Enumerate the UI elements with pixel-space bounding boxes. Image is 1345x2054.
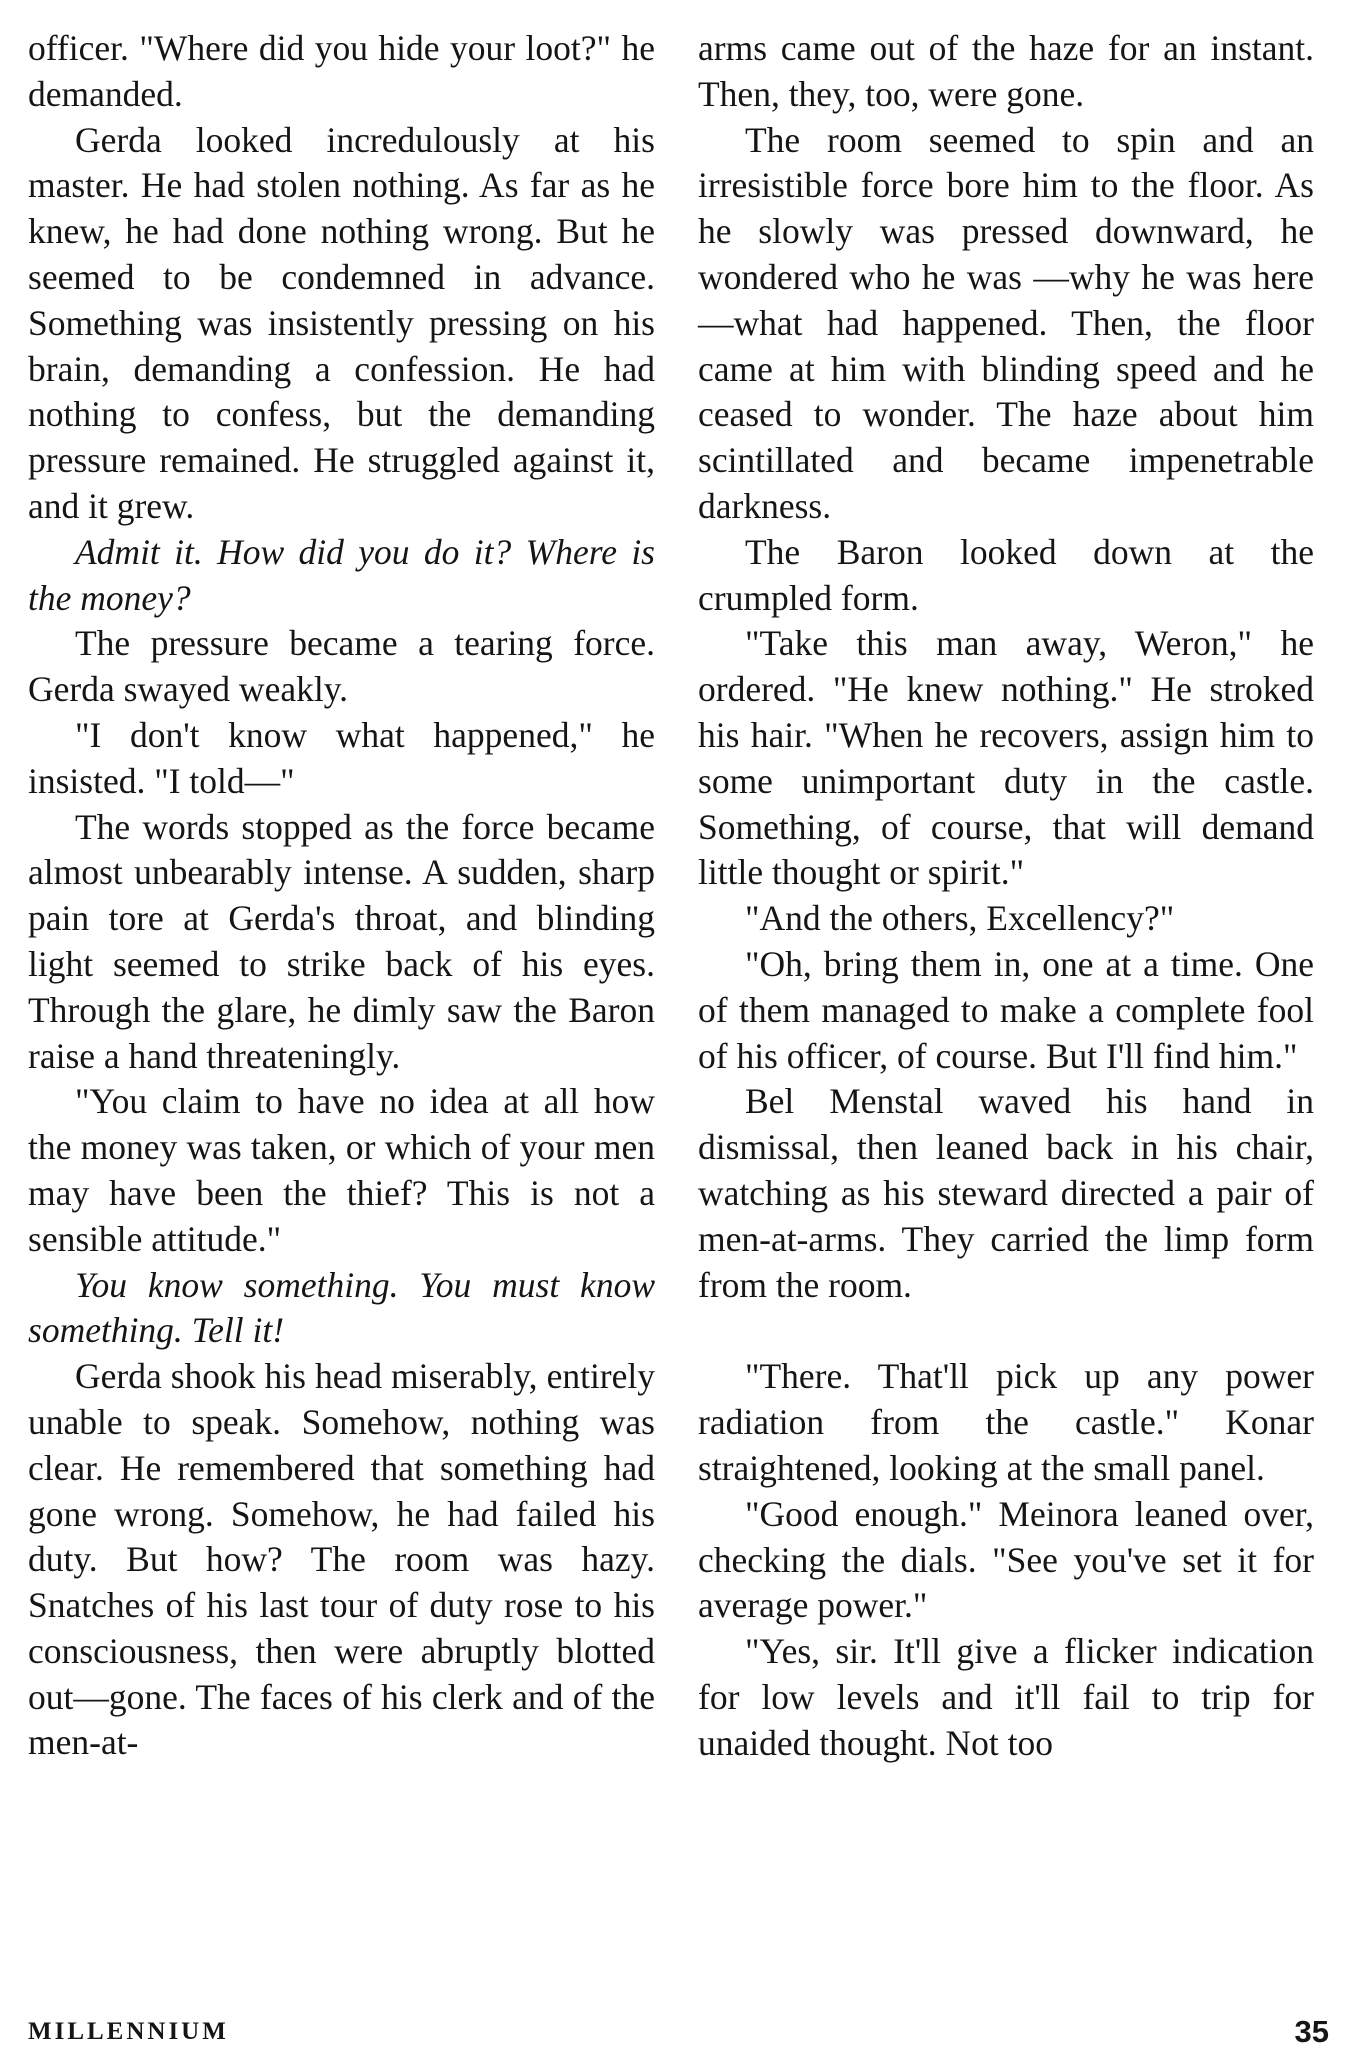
paragraph: The Baron looked down at the crumpled form.: [698, 531, 1314, 618]
page-number: 35: [1294, 2014, 1329, 2049]
paragraph: The pressure became a tearing force. Gerda swayed weakly.: [28, 623, 655, 710]
right-column: [698, 26, 1314, 1766]
left-column: [28, 26, 655, 1766]
italic-thought-paragraph: [28, 530, 655, 622]
paragraph: "And the others, Excellency?": [745, 898, 1175, 939]
paragraph: Gerda shook his head miserably, entirely unable to speak. Somehow, nothing was clear. He remembered that something had gone wrong. Somehow, he had failed his duty. But how? The room was hazy. Snatches of his last tour of duty rose to his consciousness, then were abruptly blotted out—gone. The faces of his clerk and of the men-at-: [28, 1356, 655, 1763]
page-footer: [28, 2014, 1329, 2054]
paragraph: "Yes, sir. It'll give a flicker indication for low levels and it'll fail to trip for unaided thought. Not too: [698, 1631, 1314, 1763]
paragraph: "Oh, bring them in, one at a time. One of them managed to make a complete fool of his officer, of course. But I'll find him.": [698, 943, 1314, 1076]
paragraph: Gerda looked incredulously at his master. He had stolen nothing. As far as he knew, he had done nothing wrong. But he seemed to be condemned in advance. Something was insistently pressing on his brain, demanding a confession. He had nothing to confess, but the demanding pressure remained. He struggled against it, and it grew.: [28, 119, 655, 526]
italic-text: Admit it. How did you do it? Where is the money?: [28, 531, 655, 618]
paragraph: "Take this man away, Weron," he ordered. "He knew nothing." He stroked his hair. "When he recovers, assign him to some unimportant duty in the castle. Something, of course, that will demand little thought or spirit.": [698, 623, 1314, 893]
paragraph: "You claim to have no idea at all how the money was taken, or which of your men may have been the thief? This is not a sensible attitude.": [28, 1081, 655, 1259]
paragraph: "I don't know what happened," he insisted. "I told—": [28, 714, 655, 801]
running-title: MILLENNIUM: [28, 2018, 229, 2045]
italic-thought-paragraph: [28, 1263, 655, 1355]
paragraph: Bel Menstal waved his hand in dismissal, then leaned back in his chair, watching as his steward directed a pair of men-at-arms. They carried the limp form from the room.: [698, 1081, 1314, 1305]
paragraph: The words stopped as the force became almost unbearably intense. A sudden, sharp pain tore at Gerda's throat, and blinding light seemed to strike back of his eyes. Through the glare, he dimly saw the Baron raise a hand threateningly.: [28, 806, 655, 1076]
paragraph: officer. "Where did you hide your loot?" he demanded.: [28, 28, 655, 114]
paragraph: The room seemed to spin and an irresistible force bore him to the floor. As he slowly was pressed downward, he wondered who he was —why he was here—what had happened. Then, the floor came at him with blinding speed and he ceased to wonder. The haze about him scintillated and became impenetrable darkness.: [698, 119, 1314, 526]
italic-text: You know something. You must know something. Tell it!: [28, 1264, 655, 1351]
paragraph: "Good enough." Meinora leaned over, checking the dials. "See you've set it for average power.": [698, 1493, 1314, 1626]
paragraph: "There. That'll pick up any power radiation from the castle." Konar straightened, looking at the small panel.: [698, 1356, 1314, 1488]
paragraph: arms came out of the haze for an instant. Then, they, too, were gone.: [698, 28, 1314, 114]
